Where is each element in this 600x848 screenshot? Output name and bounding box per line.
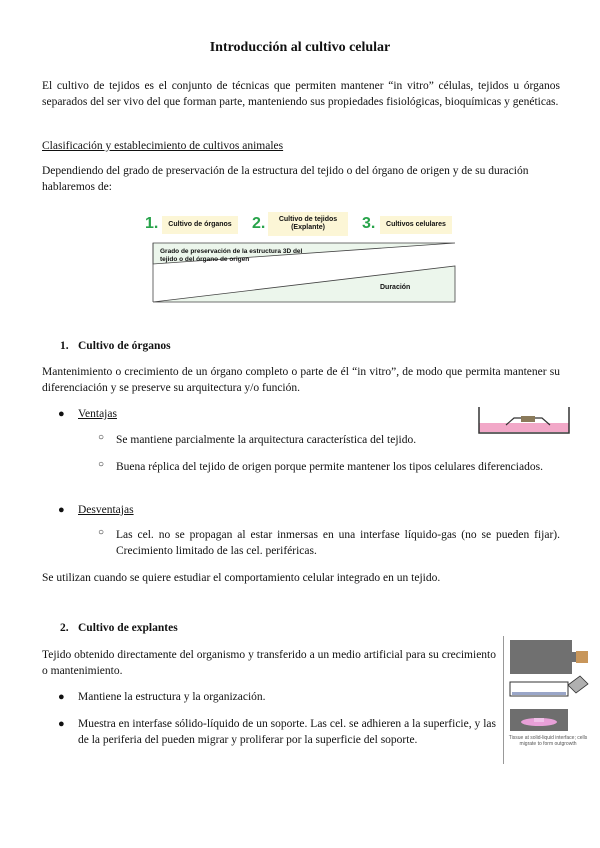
section2-heading: Cultivo de explantes bbox=[78, 622, 178, 634]
advantage-1: Se mantiene parcialmente la arquitectura característica del tejido. bbox=[116, 434, 417, 446]
bullet-icon: ● bbox=[58, 504, 65, 516]
diagram-number-3: 3. bbox=[362, 215, 376, 232]
advantages-label: Ventajas bbox=[78, 408, 117, 420]
classification-diagram bbox=[140, 208, 460, 306]
bullet-icon: ● bbox=[58, 691, 65, 703]
diagram-box-organ: Cultivo de órganos bbox=[162, 216, 238, 234]
culture-flask-illustration bbox=[504, 636, 596, 736]
circle-bullet-icon: ○ bbox=[98, 459, 105, 470]
explant-bullet-2: Muestra en interfase sólido-líquido de un soporte. Las cel. se adhieren a la superficie, y las de la periferia del pueden migrar y proliferar por la superficie del soporte. bbox=[78, 718, 496, 746]
explant-image-caption: Tissue at solid-liquid interface; cells migrate to form outgrowth bbox=[508, 735, 588, 747]
diagram-number-2: 2. bbox=[252, 215, 266, 232]
page-title: Introducción al cultivo celular bbox=[209, 40, 391, 55]
intro-paragraph: El cultivo de tejidos es el conjunto de técnicas que permiten mantener “in vitro” células, tejidos u órganos separados del ser vivo del que forman parte, manteniendo sus propiedades fisiológicas, bioquímicas y genéticas. bbox=[42, 80, 560, 108]
disadvantages-label: Desventajas bbox=[78, 504, 134, 516]
circle-bullet-icon: ○ bbox=[98, 527, 105, 538]
bullet-icon: ● bbox=[58, 408, 65, 420]
section1-usage: Se utilizan cuando se quiere estudiar el comportamiento celular integrado en un tejido. bbox=[42, 572, 441, 584]
advantage-2: Buena réplica del tejido de origen porque permite mantener los tipos celulares diferenciados. bbox=[116, 461, 543, 473]
section1-number: 1. bbox=[60, 340, 69, 352]
preservation-label: Grado de preservación de la estructura 3D del tejido o del órgano de origen bbox=[160, 248, 303, 263]
circle-bullet-icon: ○ bbox=[98, 432, 105, 443]
diagram-box-cellular: Cultivos celulares bbox=[380, 216, 452, 234]
section2-number: 2. bbox=[60, 622, 69, 634]
classification-heading: Clasificación y establecimiento de cultivos animales bbox=[42, 140, 284, 152]
section2-text: Tejido obtenido directamente del organismo y transferido a un medio artificial para su crecimiento o mantenimiento. bbox=[42, 649, 496, 677]
diagram-number-1: 1. bbox=[145, 215, 159, 232]
bullet-icon: ● bbox=[58, 718, 65, 730]
explant-illustration bbox=[503, 636, 596, 764]
section1-heading: Cultivo de órganos bbox=[78, 340, 171, 352]
duration-label: Duración bbox=[380, 284, 411, 291]
diagram-box-explant: Cultivo de tejidos (Explante) bbox=[268, 212, 348, 236]
disadvantage-1: Las cel. no se propagan al estar inmersas en una interfase líquido-gas (no se pueden fijar). Crecimiento limitado de las cel. periféricas. bbox=[116, 529, 560, 557]
explant-bullet-1: Mantiene la estructura y la organización. bbox=[78, 691, 266, 703]
classification-text: Dependiendo del grado de preservación de la estructura del tejido o del órgano de origen y de su duración hablaremos de: bbox=[42, 165, 529, 193]
section1-text: Mantenimiento o crecimiento de un órgano completo o parte de él “in vitro”, de modo que permita mantener su diferenciación y se preserve su arquitectura y/o función. bbox=[42, 366, 560, 394]
organ-culture-dish-illustration bbox=[476, 405, 572, 435]
